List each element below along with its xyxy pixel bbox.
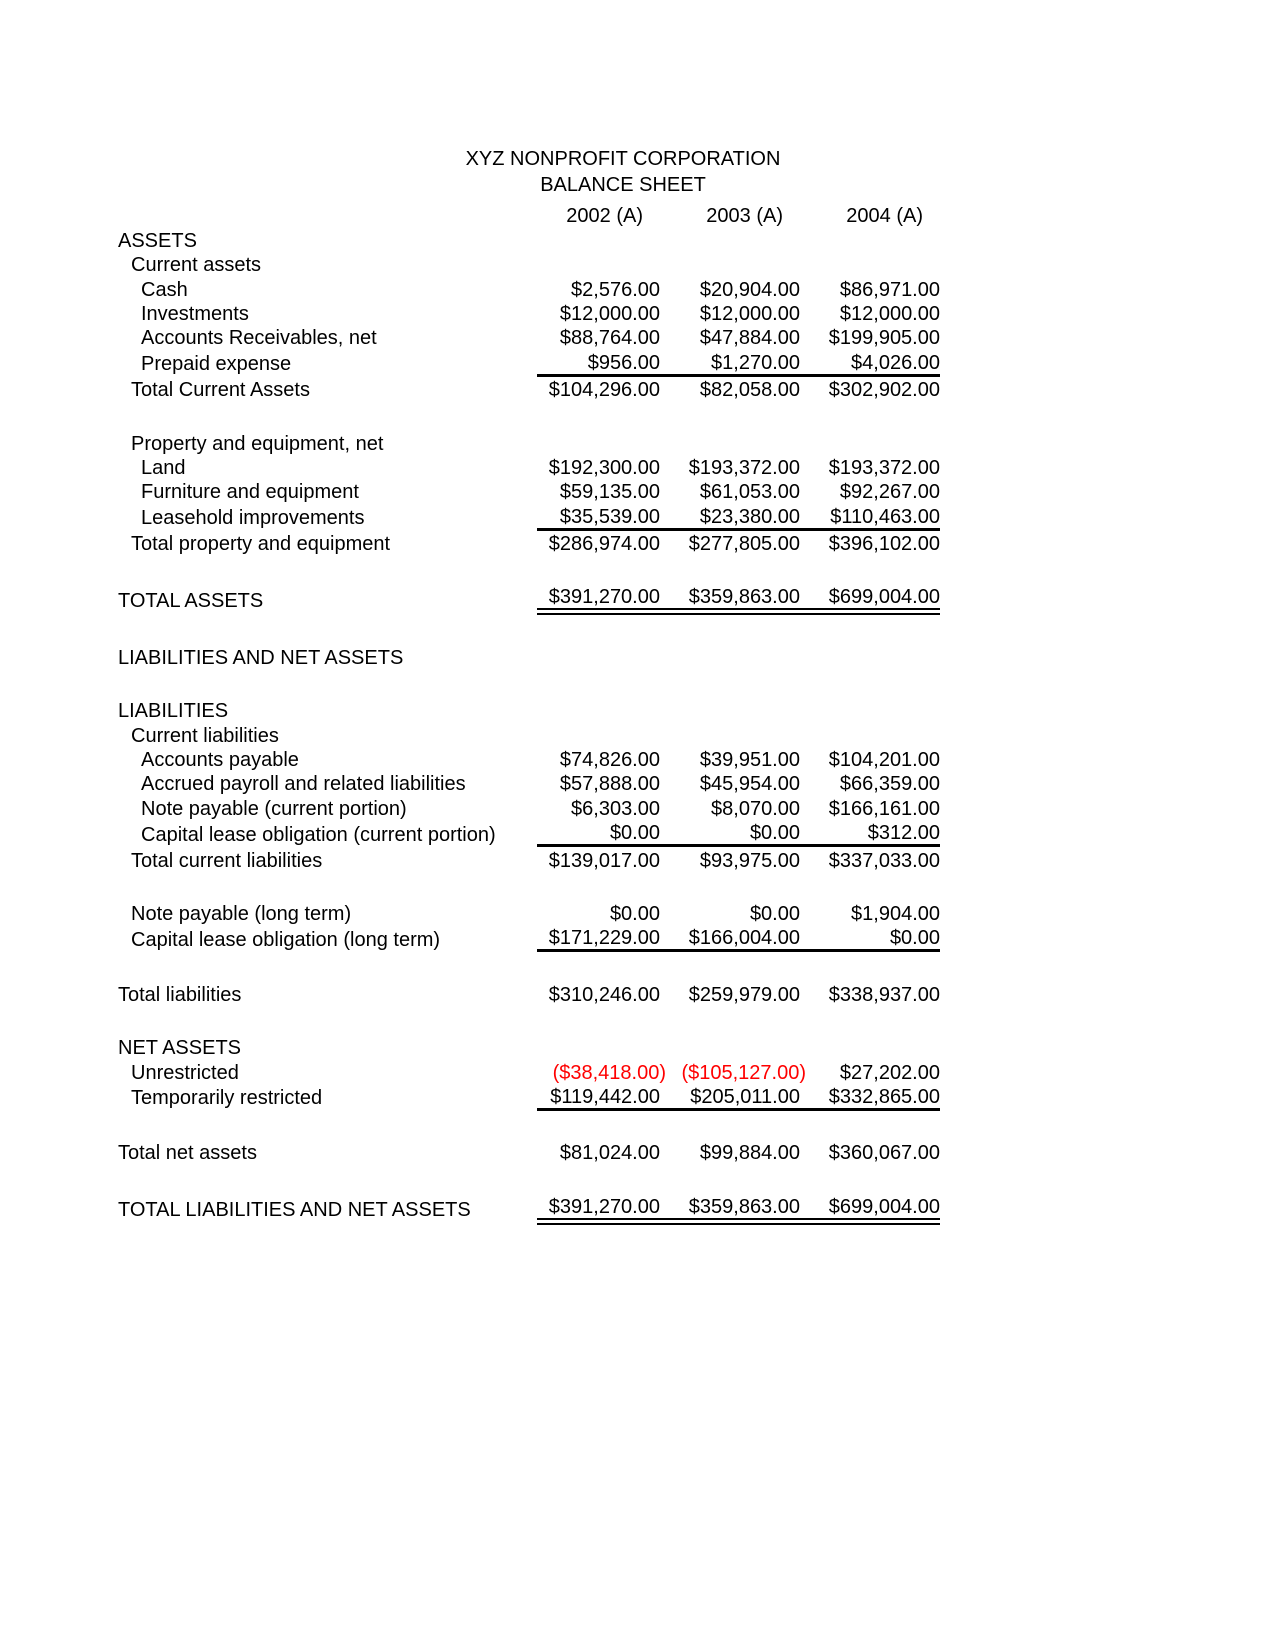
- row-label: Total current liabilities: [131, 849, 323, 872]
- row-value: [800, 722, 940, 746]
- row-value: $20,904.00: [699, 278, 800, 301]
- row-label: Investments: [141, 302, 249, 325]
- row-value: $23,380.00: [660, 503, 800, 529]
- row-value: $310,246.00: [548, 983, 660, 1006]
- row-value: [800, 227, 940, 251]
- row-value: $92,267.00: [839, 481, 940, 504]
- row-label: LIABILITIES AND NET ASSETS: [118, 646, 404, 669]
- spacer-row: [117, 872, 940, 901]
- row-value: [660, 612, 800, 645]
- row-value: [537, 722, 660, 746]
- row-label: Current assets: [131, 254, 262, 277]
- table-row: [117, 325, 940, 349]
- row-value: [800, 872, 940, 901]
- row-value: $1,270.00: [660, 349, 800, 375]
- table-row: [117, 771, 940, 795]
- row-label: TOTAL LIABILITIES AND NET ASSETS: [118, 1199, 471, 1222]
- row-label: [117, 401, 537, 430]
- row-value: [537, 252, 660, 276]
- row-value: [537, 698, 660, 722]
- row-value: [800, 430, 940, 454]
- row-value: [660, 872, 800, 901]
- table-row: [117, 901, 940, 925]
- row-value: $35,539.00: [537, 503, 660, 529]
- table-row: [117, 227, 940, 251]
- row-value: [660, 722, 800, 746]
- balance-sheet-body: [117, 227, 940, 1221]
- row-value: [537, 227, 660, 251]
- row-value: [800, 401, 940, 430]
- row-value: $0.00: [749, 902, 800, 925]
- row-value: [800, 1164, 940, 1193]
- table-row: [117, 925, 940, 951]
- row-value: $205,011.00: [660, 1084, 800, 1110]
- row-value: ($105,127.00): [681, 1061, 806, 1084]
- row-value: $312.00: [800, 820, 940, 846]
- row-value: [800, 698, 940, 722]
- row-label: [117, 951, 537, 982]
- row-value: $193,372.00: [688, 456, 800, 479]
- table-row: [117, 747, 940, 771]
- row-value: $12,000.00: [559, 302, 660, 325]
- row-value: $391,270.00: [537, 1193, 660, 1221]
- row-value: $57,888.00: [559, 773, 660, 796]
- row-value: [800, 1006, 940, 1035]
- row-label: Current liabilities: [131, 724, 279, 747]
- row-value: $359,863.00: [660, 584, 800, 612]
- row-value: $8,070.00: [711, 797, 800, 820]
- row-label: NET ASSETS: [118, 1037, 242, 1060]
- row-value: [537, 612, 660, 645]
- row-value: [537, 401, 660, 430]
- table-row: [117, 479, 940, 503]
- table-row: [117, 820, 940, 846]
- column-header-empty: [117, 203, 537, 227]
- row-value: $332,865.00: [800, 1084, 940, 1110]
- row-value: $99,884.00: [699, 1142, 800, 1165]
- row-value: $199,905.00: [828, 327, 940, 350]
- row-value: $45,954.00: [699, 773, 800, 796]
- row-value: $59,135.00: [559, 481, 660, 504]
- row-value: $391,270.00: [537, 584, 660, 612]
- row-value: $338,937.00: [828, 983, 940, 1006]
- row-value: $88,764.00: [559, 327, 660, 350]
- row-label: ASSETS: [118, 229, 197, 252]
- row-value: $110,463.00: [800, 503, 940, 529]
- row-value: [537, 1006, 660, 1035]
- row-label: LIABILITIES: [118, 700, 229, 723]
- row-label: Prepaid expense: [141, 353, 292, 376]
- table-row: [117, 846, 940, 872]
- row-label: Total Current Assets: [131, 379, 310, 402]
- row-label: Property and equipment, net: [131, 432, 384, 455]
- row-value: $699,004.00: [800, 1193, 940, 1221]
- row-value: $0.00: [800, 925, 940, 951]
- row-label: Land: [141, 456, 186, 479]
- row-value: [660, 669, 800, 698]
- row-value: $6,303.00: [571, 797, 660, 820]
- row-value: [800, 1035, 940, 1059]
- row-value: [660, 1164, 800, 1193]
- spacer-row: [117, 1164, 940, 1193]
- document-header: [113, 146, 1133, 198]
- row-value: $0.00: [537, 820, 660, 846]
- row-value: $86,971.00: [839, 278, 940, 301]
- row-value: $166,004.00: [660, 925, 800, 951]
- row-value: $93,975.00: [699, 849, 800, 872]
- row-value: $337,033.00: [828, 849, 940, 872]
- table-row: [117, 529, 940, 555]
- row-value: [660, 555, 800, 584]
- row-value: $277,805.00: [688, 533, 800, 556]
- row-value: [537, 430, 660, 454]
- table-row: [117, 1140, 940, 1164]
- table-row: [117, 276, 940, 300]
- row-value: [660, 644, 800, 668]
- row-value: $139,017.00: [548, 849, 660, 872]
- table-row: [117, 1084, 940, 1110]
- table-row: [117, 584, 940, 612]
- spacer-row: [117, 669, 940, 698]
- table-row: [117, 301, 940, 325]
- row-value: [800, 669, 940, 698]
- column-header-2003: 2003 (A): [706, 205, 783, 228]
- row-value: [660, 430, 800, 454]
- row-value: $171,229.00: [537, 925, 660, 951]
- row-value: $0.00: [660, 820, 800, 846]
- row-value: [660, 252, 800, 276]
- row-value: [537, 555, 660, 584]
- row-value: $360,067.00: [828, 1142, 940, 1165]
- row-value: ($38,418.00): [552, 1061, 666, 1084]
- column-header-2004: 2004 (A): [846, 205, 923, 228]
- row-value: [660, 401, 800, 430]
- row-label: Leasehold improvements: [141, 507, 365, 530]
- row-label: Accounts payable: [141, 749, 299, 772]
- spacer-row: [117, 612, 940, 645]
- row-value: $192,300.00: [548, 456, 660, 479]
- row-value: $286,974.00: [548, 533, 660, 556]
- row-value: [800, 1109, 940, 1140]
- row-value: $1,904.00: [851, 902, 940, 925]
- row-value: $119,442.00: [537, 1084, 660, 1110]
- row-label: Total property and equipment: [131, 533, 391, 556]
- row-value: $956.00: [537, 349, 660, 375]
- row-value: $396,102.00: [828, 533, 940, 556]
- table-row: [117, 1193, 940, 1221]
- row-value: $12,000.00: [839, 302, 940, 325]
- row-value: $302,902.00: [828, 379, 940, 402]
- row-value: $166,161.00: [828, 797, 940, 820]
- table-row: [117, 503, 940, 529]
- row-value: $82,058.00: [699, 379, 800, 402]
- row-label: Unrestricted: [131, 1061, 239, 1084]
- row-label: Note payable (long term): [131, 902, 352, 925]
- spacer-row: [117, 401, 940, 430]
- row-value: [660, 951, 800, 982]
- row-label: [117, 872, 537, 901]
- row-value: [660, 1035, 800, 1059]
- column-header-2002: 2002 (A): [566, 205, 643, 228]
- row-value: [537, 644, 660, 668]
- row-value: $104,201.00: [828, 749, 940, 772]
- row-label: [117, 1109, 537, 1140]
- table-row: [117, 252, 940, 276]
- row-value: [800, 252, 940, 276]
- row-value: [537, 1035, 660, 1059]
- document-title: XYZ NONPROFIT CORPORATION: [465, 148, 781, 170]
- row-value: $104,296.00: [548, 379, 660, 402]
- row-value: [537, 872, 660, 901]
- row-label: Accrued payroll and related liabilities: [141, 773, 466, 796]
- row-value: [660, 1006, 800, 1035]
- row-value: $47,884.00: [699, 327, 800, 350]
- table-row: [117, 644, 940, 668]
- row-value: [800, 612, 940, 645]
- row-label: Total net assets: [118, 1142, 257, 1165]
- table-row: [117, 349, 940, 375]
- row-value: [800, 555, 940, 584]
- row-value: $0.00: [609, 902, 660, 925]
- row-value: $12,000.00: [699, 302, 800, 325]
- row-value: $66,359.00: [839, 773, 940, 796]
- spacer-row: [117, 555, 940, 584]
- row-value: [537, 1109, 660, 1140]
- row-label: Furniture and equipment: [141, 481, 359, 504]
- row-label: [117, 1006, 537, 1035]
- row-value: $193,372.00: [828, 456, 940, 479]
- row-value: $81,024.00: [559, 1142, 660, 1165]
- row-label: [117, 555, 537, 584]
- row-value: [660, 1109, 800, 1140]
- table-row: [117, 375, 940, 401]
- row-label: [117, 1164, 537, 1193]
- row-label: Capital lease obligation (current portion): [141, 823, 496, 846]
- table-row: [117, 430, 940, 454]
- document-subtitle: BALANCE SHEET: [540, 174, 706, 196]
- row-value: $61,053.00: [699, 481, 800, 504]
- table-row: [117, 1035, 940, 1059]
- table-row: [117, 722, 940, 746]
- table-row: [117, 981, 940, 1005]
- row-label: Cash: [141, 278, 188, 301]
- row-value: $4,026.00: [800, 349, 940, 375]
- row-label: Accounts Receivables, net: [141, 327, 377, 350]
- row-label: Total liabilities: [118, 983, 242, 1006]
- column-header-row: [117, 203, 940, 227]
- table-row: [117, 795, 940, 819]
- row-value: $39,951.00: [699, 749, 800, 772]
- row-value: [800, 951, 940, 982]
- spacer-row: [117, 1006, 940, 1035]
- row-value: $259,979.00: [688, 983, 800, 1006]
- row-label: [117, 612, 537, 645]
- row-value: [660, 227, 800, 251]
- row-label: TOTAL ASSETS: [118, 589, 264, 612]
- row-value: $359,863.00: [660, 1193, 800, 1221]
- row-label: [117, 669, 537, 698]
- row-label: Temporarily restricted: [131, 1087, 323, 1110]
- row-value: $74,826.00: [559, 749, 660, 772]
- row-value: $2,576.00: [571, 278, 660, 301]
- row-value: [537, 951, 660, 982]
- row-value: [537, 669, 660, 698]
- row-value: [800, 644, 940, 668]
- row-value: [660, 698, 800, 722]
- table-row: [117, 698, 940, 722]
- balance-sheet-table: [117, 203, 940, 1225]
- spacer-row: [117, 951, 940, 982]
- row-value: $699,004.00: [800, 584, 940, 612]
- row-label: Capital lease obligation (long term): [131, 928, 441, 951]
- row-value: $27,202.00: [839, 1061, 940, 1084]
- row-value: [537, 1164, 660, 1193]
- row-label: Note payable (current portion): [141, 797, 407, 820]
- table-row: [117, 455, 940, 479]
- table-row: [117, 1059, 940, 1083]
- spacer-row: [117, 1109, 940, 1140]
